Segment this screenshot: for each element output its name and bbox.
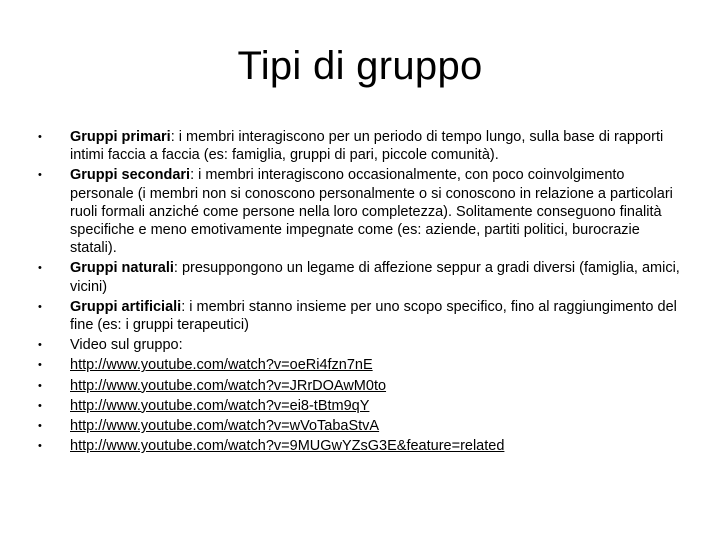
bullet-icon: • (38, 339, 42, 352)
bullet-icon: • (38, 300, 42, 313)
bullet-icon: • (38, 440, 42, 453)
list-item (38, 377, 688, 395)
video-label: Video sul gruppo: (70, 337, 183, 354)
list-item (38, 417, 688, 435)
item-text: : presuppongono un legame di affezione seppur a gradi diversi (famiglia, amici, vicini) (70, 260, 680, 295)
item-term: Gruppi secondari (70, 167, 191, 184)
bullet-icon: • (38, 169, 42, 182)
item-term: Gruppi naturali (70, 260, 174, 277)
item-text: : i membri stanno insieme per uno scopo specifico, fino al raggiungimento del fine (es: i gruppi terapeutici) (70, 298, 677, 334)
youtube-link[interactable]: http://www.youtube.com/watch?v=ei8-tBtm9qY (70, 397, 370, 414)
list-item (38, 356, 688, 374)
bullet-icon: • (38, 399, 42, 412)
list-item (38, 259, 688, 295)
bullet-icon: • (38, 262, 42, 275)
bullet-list (38, 128, 688, 457)
item-text: : i membri interagiscono per un periodo di tempo lungo, sulla base di rapporti intimi faccia a faccia (es: famiglia, gruppi di pari, piccole comunità). (70, 129, 664, 164)
bullet-icon: • (38, 359, 42, 372)
slide-title: Tipi di gruppo (237, 44, 483, 88)
list-item (38, 336, 688, 354)
youtube-link[interactable]: http://www.youtube.com/watch?v=oeRi4fzn7nE (70, 357, 373, 374)
youtube-link[interactable]: http://www.youtube.com/watch?v=JRrDOAwM0to (70, 377, 387, 394)
list-item (38, 128, 688, 164)
youtube-link[interactable]: http://www.youtube.com/watch?v=9MUGwYZsG3E&feature=related (70, 438, 505, 455)
list-item (38, 397, 688, 415)
youtube-link[interactable]: http://www.youtube.com/watch?v=wVoTabaStvA (70, 418, 380, 435)
bullet-icon: • (38, 420, 42, 433)
item-term: Gruppi primari (70, 129, 171, 145)
list-item (38, 166, 688, 257)
bullet-icon: • (38, 379, 42, 392)
bullet-icon: • (38, 131, 42, 143)
list-item (38, 437, 688, 455)
list-item (38, 298, 688, 334)
item-text: : i membri interagiscono occasionalmente, con poco coinvolgimento personale (i membri non si conoscono personalmente o si conoscono in relazione a particolari ruoli formali anziché come persone nella loro completezza). Solitamente conseguono finalità specifiche e meno emotivamente impegnate come (es: aziende, partiti politici, burocrazie statali). (70, 167, 673, 257)
item-term: Gruppi artificiali (70, 298, 182, 315)
